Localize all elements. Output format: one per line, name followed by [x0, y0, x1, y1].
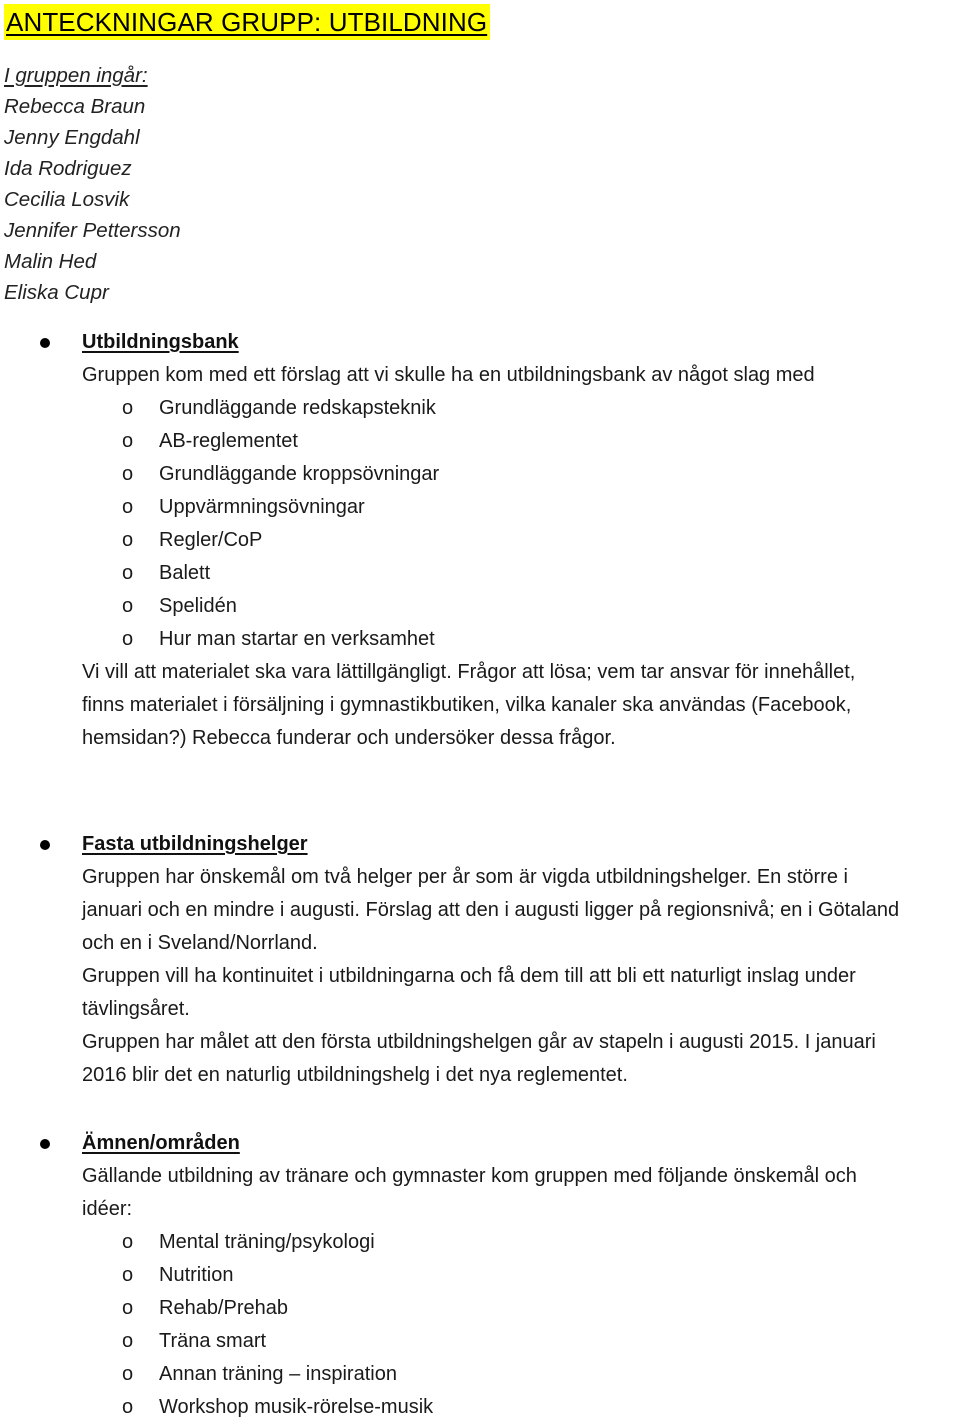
list-item [0, 1391, 960, 1424]
list-item-label: Balett [159, 562, 211, 584]
list-item [0, 524, 960, 557]
member-name: Jenny Engdahl [4, 126, 140, 149]
list-item [0, 557, 960, 590]
list-item-label: Workshop musik-rörelse-musik [159, 1396, 434, 1418]
member-name: Eliska Cupr [4, 281, 109, 304]
circle-bullet-icon: o [122, 595, 134, 617]
member-name: Rebecca Braun [4, 95, 146, 118]
paragraph-line: Gruppen vill ha kontinuitet i utbildningarna och få dem till att bli ett naturligt inslag under [82, 965, 856, 987]
bullet-icon [40, 338, 50, 348]
list-item-label: Hur man startar en verksamhet [159, 628, 435, 650]
list-item [0, 425, 960, 458]
list-item-label: Annan träning – inspiration [159, 1363, 397, 1385]
paragraph-line: Gruppen har målet att den första utbildningshelgen går av stapeln i augusti 2015. I januari [82, 1031, 876, 1053]
circle-bullet-icon: o [122, 628, 134, 650]
member-name: Cecilia Losvik [4, 188, 130, 211]
list-item-label: Grundläggande kroppsövningar [159, 463, 440, 485]
paragraph-line: hemsidan?) Rebecca funderar och undersöker dessa frågor. [82, 727, 616, 749]
paragraph-line: och en i Sveland/Norrland. [82, 932, 318, 954]
circle-bullet-icon: o [122, 496, 134, 518]
list-item [0, 458, 960, 491]
list-item-label: Spelidén [159, 595, 237, 617]
paragraph-line: januari och en mindre i augusti. Förslag att den i augusti ligger på regionsnivå; en i Götaland [82, 899, 900, 921]
circle-bullet-icon: o [122, 1363, 134, 1385]
members-intro: I gruppen ingår: [4, 64, 148, 87]
list-item-label: AB-reglementet [159, 430, 298, 452]
circle-bullet-icon: o [122, 463, 134, 485]
bullet-icon [40, 840, 50, 850]
circle-bullet-icon: o [122, 1396, 134, 1418]
list-item [0, 623, 960, 656]
list-item [0, 1325, 960, 1358]
paragraph-line: Gällande utbildning av tränare och gymnaster kom gruppen med följande önskemål och [82, 1165, 857, 1187]
paragraph-line: 2016 blir det en naturlig utbildningshelg i det nya reglementet. [82, 1064, 628, 1086]
member-name: Jennifer Pettersson [4, 219, 181, 242]
list-item-label: Uppvärmningsövningar [159, 496, 365, 518]
circle-bullet-icon: o [122, 562, 134, 584]
circle-bullet-icon: o [122, 1330, 134, 1352]
circle-bullet-icon: o [122, 1231, 134, 1253]
list-item [0, 590, 960, 623]
document-title-wrap [4, 4, 490, 40]
paragraph-line: Vi vill att materialet ska vara lättillgängligt. Frågor att lösa; vem tar ansvar för innehållet, [82, 661, 856, 683]
group-members [4, 60, 181, 308]
list-item [0, 1358, 960, 1391]
list-item-label: Regler/CoP [159, 529, 263, 551]
paragraph-line: idéer: [82, 1198, 133, 1220]
circle-bullet-icon: o [122, 430, 134, 452]
list-item [0, 392, 960, 425]
circle-bullet-icon: o [122, 397, 134, 419]
paragraph-line: finns materialet i försäljning i gymnastikbutiken, vilka kanaler ska användas (Facebook, [82, 694, 852, 716]
circle-bullet-icon: o [122, 1264, 134, 1286]
member-name: Malin Hed [4, 250, 97, 273]
list-item-label: Nutrition [159, 1264, 234, 1286]
list-item [0, 1292, 960, 1325]
list-item [0, 491, 960, 524]
section-heading: Utbildningsbank [82, 331, 239, 353]
list-item [0, 1226, 960, 1259]
list-item [0, 1259, 960, 1292]
list-item-label: Rehab/Prehab [159, 1297, 288, 1319]
section-heading: Fasta utbildningshelger [82, 833, 308, 855]
list-item-label: Mental träning/psykologi [159, 1231, 375, 1253]
section-heading: Ämnen/områden [82, 1132, 240, 1154]
bullet-icon [40, 1139, 50, 1149]
list-item-label: Grundläggande redskapsteknik [159, 397, 436, 419]
member-name: Ida Rodriguez [4, 157, 132, 180]
section-intro: Gruppen kom med ett förslag att vi skulle ha en utbildningsbank av något slag med [82, 364, 815, 386]
circle-bullet-icon: o [122, 1297, 134, 1319]
paragraph-line: tävlingsåret. [82, 998, 190, 1020]
list-item-label: Träna smart [159, 1330, 267, 1352]
paragraph-line: Gruppen har önskemål om två helger per år som är vigda utbildningshelger. En större i [82, 866, 848, 888]
circle-bullet-icon: o [122, 529, 134, 551]
document-title: ANTECKNINGAR GRUPP: UTBILDNING [4, 4, 490, 40]
